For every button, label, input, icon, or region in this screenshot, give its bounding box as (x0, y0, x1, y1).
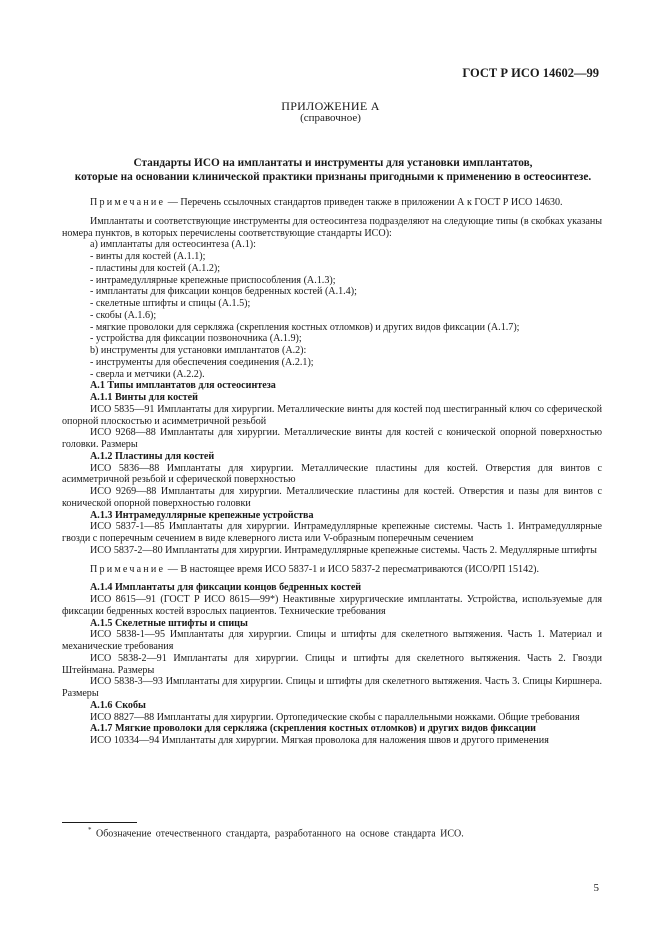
section-title-line1: Стандарты ИСО на имплантаты и инструменты для установки имплантатов, (133, 157, 533, 169)
heading-a1-3: А.1.3 Интрамедуллярные крепежные устройства (90, 509, 314, 521)
section-title-line2: которые на основании клинической практики признаны пригодными к применению в остеосинтезе. (74, 170, 592, 183)
note-text: — В настоящее время ИСО 5837-1 и ИСО 5837-2 пересматриваются (ИСО/РП 15142). (165, 563, 540, 575)
footnote-text: Обозначение отечественного стандарта, разработанного на основе стандарта ИСО. (91, 828, 464, 840)
list-item: - мягкие проволоки для серкляжа (скрепления костных отломков) и других видов фиксации (А.1.7); (90, 321, 520, 333)
list-item: а) имплантаты для остеосинтеза (А.1): (90, 239, 256, 251)
appendix-subtitle: (справочное) (300, 112, 361, 124)
list-item: - инструменты для обеспечения соединения (А.2.1); (90, 356, 314, 368)
list-item: - интрамедуллярные крепежные приспособления (А.1.3); (90, 274, 336, 286)
standard-entry: ИСО 5835—91 Имплантаты для хирургии. Металлические винты для костей под шестигранный ключ со сферической опорной плоскостью и асимметричной резьбой (62, 403, 602, 427)
list-item: - скобы (А.1.6); (90, 309, 157, 321)
standard-entry: ИСО 5838-1—95 Имплантаты для хирургии. Спицы и штифты для скелетного вытяжения. Часть 1. Материал и механические требования (62, 629, 602, 652)
note-label: Примечание (90, 197, 166, 208)
standard-entry: ИСО 9268—88 Имплантаты для хирургии. Металлические винты для костей с конической опорной поверхностью головки. Размеры (62, 427, 602, 450)
standard-entry: ИСО 8615—91 (ГОСТ Р ИСО 8615—99*) Неактивные хирургические имплантаты. Устройства, используемые для фиксации бедренных костей взрослых пациентов. Технические требования (62, 594, 602, 617)
heading-a1-7: А.1.7 Мягкие проволоки для серкляжа (скрепления костных отломков) и других видов фиксации (90, 723, 536, 735)
list-item: - скелетные штифты и спицы (А.1.5); (90, 298, 251, 309)
standard-entry: ИСО 5838-2—91 Имплантаты для хирургии. Спицы и штифты для скелетного вытяжения. Часть 2. Гвозди Штейнмана. Размеры (62, 652, 602, 676)
appendix-title: ПРИЛОЖЕНИЕ А (281, 99, 380, 113)
standard-entry: ИСО 5837-2—80 Имплантаты для хирургии. Интрамедуллярные крепежные системы. Часть 2. Медуллярные штифты (90, 544, 597, 556)
standard-entry: ИСО 5838-3—93 Имплантаты для хирургии. Спицы и штифты для скелетного вытяжения. Часть 3. Спицы Киршнера. Размеры (62, 676, 602, 699)
list-item: - пластины для костей (А.1.2); (90, 262, 221, 274)
list-item: - винты для костей (А.1.1); (90, 251, 206, 262)
heading-a1: А.1 Типы имплантатов для остеосинтеза (90, 380, 276, 392)
heading-a1-2: А.1.2 Пластины для костей (90, 450, 215, 462)
heading-a1-4: А.1.4 Имплантаты для фиксации концов бедренных костей (90, 582, 362, 594)
section-title (58, 157, 608, 184)
document-body (62, 197, 602, 747)
footnote (88, 826, 464, 839)
note-revision (62, 564, 602, 576)
heading-a1-6: А.1.6 Скобы (90, 699, 146, 711)
footnote-marker: * (88, 826, 92, 834)
note-text: — Перечень ссылочных стандартов приведен также в приложении А к ГОСТ Р ИСО 14630. (165, 197, 563, 208)
standard-entry: ИСО 9269—88 Имплантаты для хирургии. Металлические пластины для костей. Отверстия и пазы для винтов с конической опорной поверхностью головки (62, 486, 602, 509)
list-item: - сверла и метчики (А.2.2). (90, 368, 205, 380)
footnote-divider (62, 822, 137, 823)
note-label: Примечание (90, 563, 166, 575)
list-item: - устройства для фиксации позвоночника (А.1.9); (90, 333, 302, 345)
heading-a1-5: А.1.5 Скелетные штифты и спицы (90, 617, 248, 629)
standard-entry: ИСО 8827—88 Имплантаты для хирургии. Ортопедические скобы с параллельными ножками. Общие требования (90, 711, 580, 723)
intro-paragraph: Имплантаты и соответствующие инструменты для остеосинтеза подразделяют на следующие типы (в скобках указаны номера пунктов, в которых перечислены соответствующие стандарты ИСО): (62, 215, 602, 239)
standard-entry: ИСО 5836—88 Имплантаты для хирургии. Металлические пластины для костей. Отверстия для винтов с асимметричной резьбой и сферической поверхностью (62, 462, 602, 486)
page-number: 5 (593, 882, 599, 894)
standard-entry: ИСО 10334—94 Имплантаты для хирургии. Мягкая проволока для наложения швов и другого применения (90, 735, 549, 746)
list-item: b) инструменты для установки имплантатов (А.2): (90, 345, 307, 356)
list-item: - имплантаты для фиксации концов бедренных костей (А.1.4); (90, 286, 357, 298)
standard-entry: ИСО 5837-1—85 Имплантаты для хирургии. Интрамедуллярные крепежные системы. Часть 1. Интрамедуллярные гвозди с поперечным сечением в виде клеверного листа или V-образным поперечным сечением (62, 521, 602, 544)
heading-a1-1: А.1.1 Винты для костей (90, 392, 198, 403)
standard-header: ГОСТ Р ИСО 14602—99 (462, 66, 599, 80)
note-references (62, 197, 602, 209)
